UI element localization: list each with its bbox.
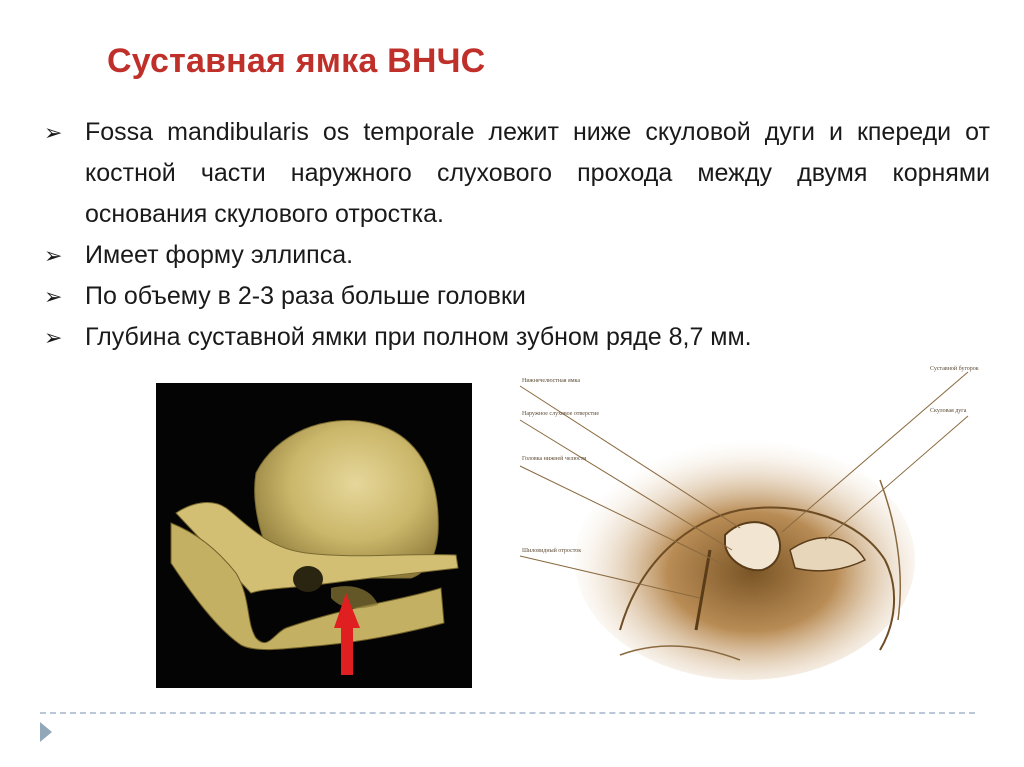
callout-label: Наружное слуховое отверстие [522, 411, 600, 417]
arrow-bullet-icon: ➢ [44, 120, 63, 145]
callout-label: Нижнечелюстная ямка [522, 378, 581, 384]
bullet-item [40, 112, 990, 235]
footer-divider [40, 712, 975, 714]
bullet-item [40, 276, 990, 317]
footer-arrow-icon [40, 722, 52, 742]
bullet-item [40, 317, 990, 358]
arrow-bullet-icon: ➢ [44, 243, 63, 268]
bullet-text: Fossa mandibularis os temporale лежит ниже скуловой дуги и кпереди от костной части наружного слухового прохода между двумя корнями основания скулового отростка. [85, 118, 990, 228]
arrow-bullet-icon: ➢ [44, 325, 63, 350]
arrow-bullet-icon: ➢ [44, 284, 63, 309]
callout-label: Головка нижней челюсти [522, 456, 587, 462]
bullet-item [40, 235, 990, 276]
slide-title: Суставная ямка ВНЧС [107, 42, 486, 80]
bullet-text: Глубина суставной ямки при полном зубном ряде 8,7 мм. [85, 323, 752, 351]
bullet-list [40, 112, 990, 358]
bullet-text: По объему в 2-3 раза больше головки [85, 282, 526, 310]
callout-label: Скуловая дуга [930, 408, 967, 414]
temporal-bone-photo [156, 383, 472, 688]
callout-label: Шиловидный отросток [522, 548, 582, 554]
callout-label: Суставной бугорок [930, 366, 979, 372]
tmj-anatomical-drawing [500, 360, 990, 685]
bullet-text: Имеет форму эллипса. [85, 241, 354, 269]
